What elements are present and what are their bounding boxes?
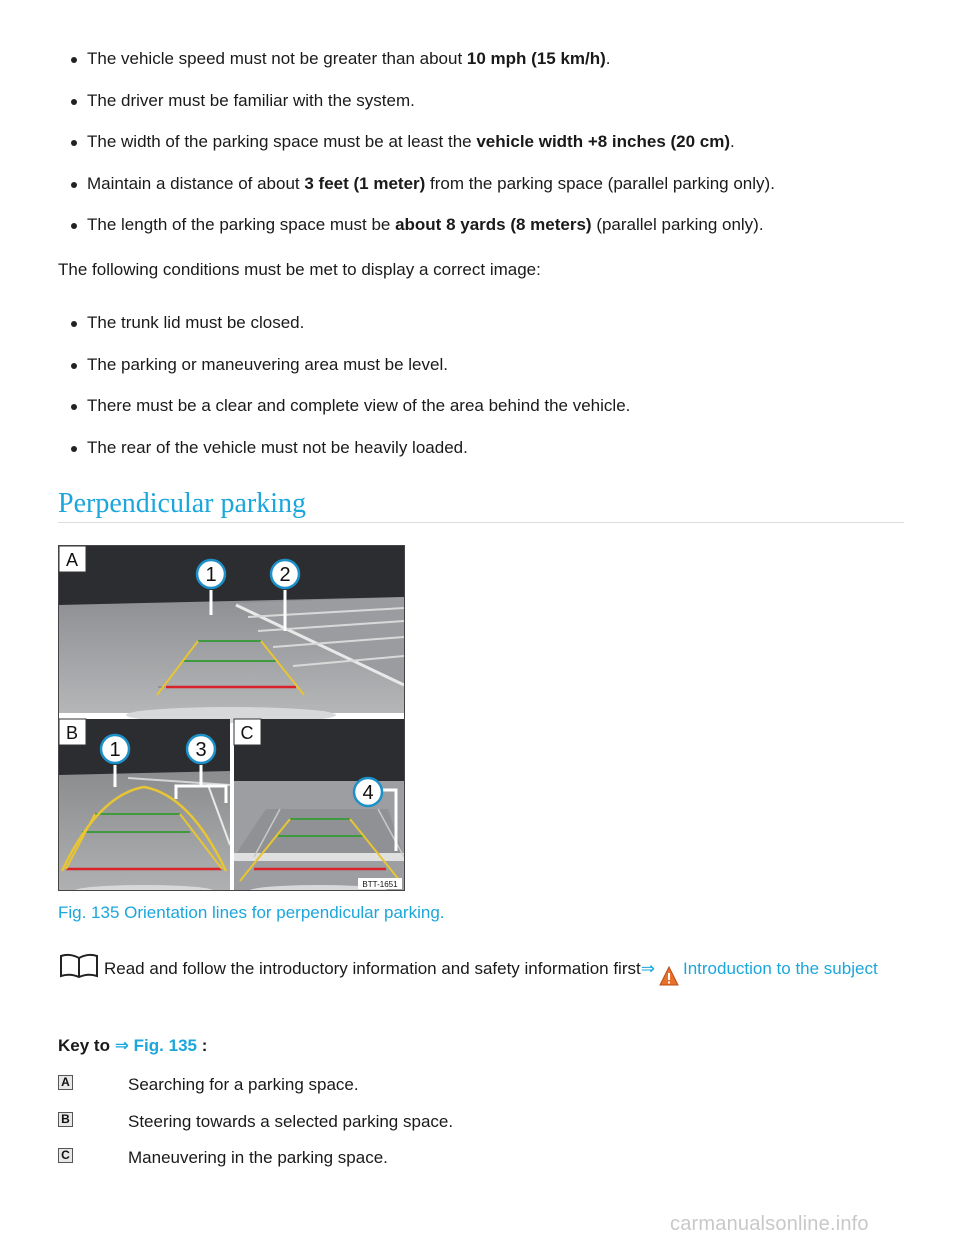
- key-text-a: Searching for a parking space.: [128, 1075, 359, 1094]
- panel-c: [234, 719, 404, 891]
- list-item: Maintain a distance of about 3 feet (1 meter) from the parking space (parallel parking only).: [58, 174, 775, 216]
- list-item: The vehicle speed must not be greater than about 10 mph (15 km/h).: [58, 49, 775, 91]
- list-item: The parking or maneuvering area must be level.: [58, 355, 630, 397]
- panel-b-label: B: [65, 723, 79, 743]
- key-heading: Key to ⇒ Fig. 135 :: [58, 1036, 208, 1055]
- key-box-a: A: [58, 1075, 73, 1090]
- figure-code: BTT-1651: [362, 880, 398, 889]
- fig-link[interactable]: ⇒ Fig. 135: [114, 1036, 197, 1055]
- callout-3: 3: [195, 739, 207, 761]
- intro-link[interactable]: Introduction to the subject: [682, 959, 878, 978]
- list-item: The driver must be familiar with the system.: [58, 91, 775, 133]
- key-box-c: C: [58, 1148, 73, 1163]
- key-text-b: Steering towards a selected parking space.: [128, 1112, 454, 1131]
- heading-divider: [58, 522, 904, 523]
- rear-camera-illustration: [58, 545, 405, 891]
- panel-a-label: A: [65, 550, 79, 570]
- list-item: There must be a clear and complete view of the area behind the vehicle.: [58, 396, 630, 438]
- list-item: The length of the parking space must be about 8 yards (8 meters) (parallel parking only).: [58, 215, 775, 257]
- figure-caption: Fig. 135 Orientation lines for perpendicular parking.: [58, 903, 445, 922]
- conditions-list: [58, 313, 630, 479]
- callout-1-b: 1: [109, 739, 121, 761]
- conditions-intro: The following conditions must be met to display a correct image:: [58, 260, 541, 279]
- callout-4: 4: [362, 782, 374, 804]
- key-box-b: B: [58, 1112, 73, 1127]
- watermark: carmanualsonline.info: [670, 1213, 869, 1235]
- list-item: The width of the parking space must be at least the vehicle width +8 inches (20 cm).: [58, 132, 775, 174]
- key-item-c: [58, 1148, 904, 1172]
- key-text-c: Maneuvering in the parking space.: [128, 1148, 388, 1167]
- panel-c-label: C: [240, 723, 254, 743]
- book-icon: [58, 953, 100, 979]
- key-item-b: [58, 1112, 904, 1136]
- key-item-a: [58, 1075, 904, 1099]
- intro-note: Read and follow the introductory information and safety information first⇒ Introduction to the subject: [58, 953, 904, 986]
- panel-b: [59, 719, 230, 891]
- warning-icon: [659, 966, 679, 986]
- list-item: The rear of the vehicle must not be heavily loaded.: [58, 438, 630, 480]
- intro-arrow[interactable]: ⇒: [640, 959, 655, 978]
- figure-135: [58, 545, 405, 891]
- panel-a: [59, 546, 404, 723]
- requirements-list: [58, 49, 775, 257]
- callout-1: 1: [205, 564, 217, 586]
- section-heading: Perpendicular parking: [58, 488, 307, 519]
- callout-2: 2: [279, 564, 291, 586]
- list-item: The trunk lid must be closed.: [58, 313, 630, 355]
